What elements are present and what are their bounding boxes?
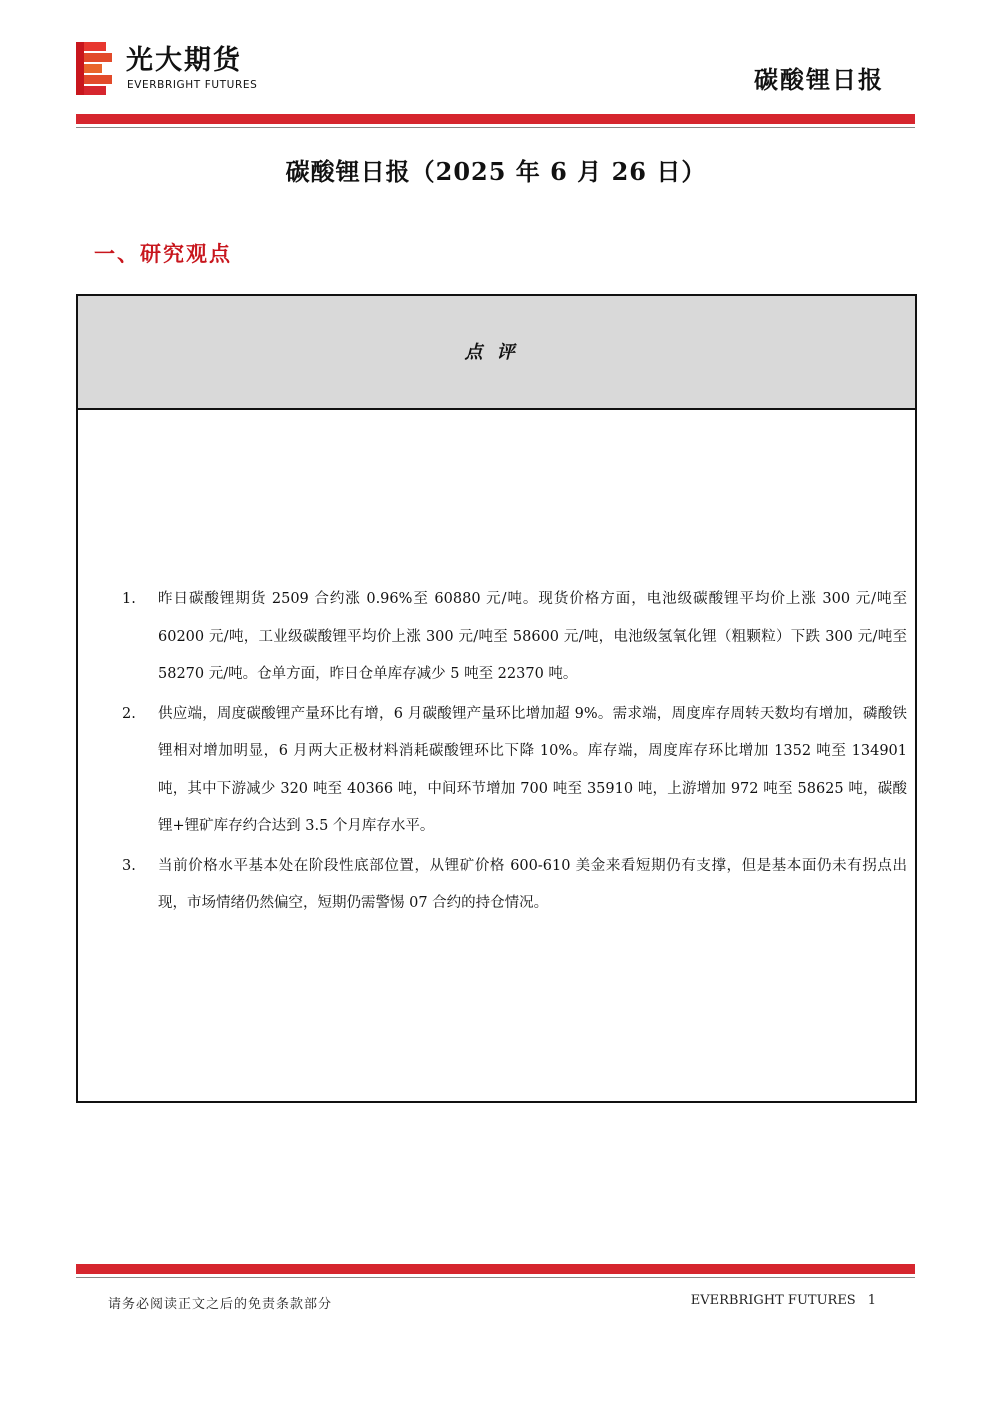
list-item-text: 昨日碳酸锂期货 2509 合约涨 0.96%至 60880 元/吨。现货价格方面，电池级碳酸锂平均价上涨 300 元/吨至 60200 元/吨，工业级碳酸锂平均价上涨 300 元/吨至 58600 元/吨，电池级氢氧化锂（粗颗粒）下跌 300 元/吨至 58270 元/吨。仓单方面，昨日仓单库存减少 5 吨至 22370 吨。	[158, 591, 907, 682]
header-thin-rule	[76, 127, 915, 128]
logo-english-name: EVERBRIGHT FUTURES	[127, 79, 258, 91]
list-item-number: 3.	[122, 857, 136, 874]
section-heading: 一、研究观点	[94, 242, 232, 266]
report-name: 碳酸锂日报	[754, 66, 884, 94]
list-item-text: 当前价格水平基本处在阶段性底部位置，从锂矿价格 600-610 美金来看短期仍有支撑，但是基本面仍未有拐点出现，市场情绪仍然偏空，短期仍需警惕 07 合约的持仓情况。	[158, 857, 907, 911]
page-number: 1	[867, 1293, 876, 1308]
list-item	[78, 848, 915, 923]
list-item	[78, 696, 915, 846]
footer-thin-rule	[76, 1277, 915, 1278]
commentary-header-label: 点评	[464, 342, 529, 363]
company-logo	[76, 42, 296, 98]
list-item-number: 2.	[122, 705, 136, 722]
footer-right	[691, 1293, 876, 1308]
commentary-header	[78, 296, 915, 410]
everbright-logo-icon	[76, 42, 116, 98]
commentary-box	[76, 294, 917, 1103]
list-item-number: 1.	[122, 591, 136, 607]
commentary-list	[78, 581, 915, 923]
list-item-text: 供应端，周度碳酸锂产量环比有增，6 月碳酸锂产量环比增加超 9%。需求端，周度库存周转天数均有增加，磷酸铁锂相对增加明显，6 月两大正极材料消耗碳酸锂环比下降 10%。库存端，周度库存环比增加 1352 吨至 134901 吨，其中下游减少 320 吨至 40366 吨，中间环节增加 700 吨至 35910 吨，上游增加 972 吨至 58625 吨，碳酸锂+锂矿库存约合达到 3.5 个月库存水平。	[158, 705, 907, 834]
footer-disclaimer: 请务必阅读正文之后的免责条款部分	[108, 1297, 333, 1312]
list-item	[78, 581, 915, 694]
document-title: 碳酸锂日报（2025 年 6 月 26 日）	[285, 157, 707, 186]
footer-company: EVERBRIGHT FUTURES	[690, 1293, 856, 1308]
logo-chinese-name: 光大期货	[126, 45, 242, 76]
footer-divider	[76, 1264, 915, 1274]
header-divider	[76, 114, 915, 124]
